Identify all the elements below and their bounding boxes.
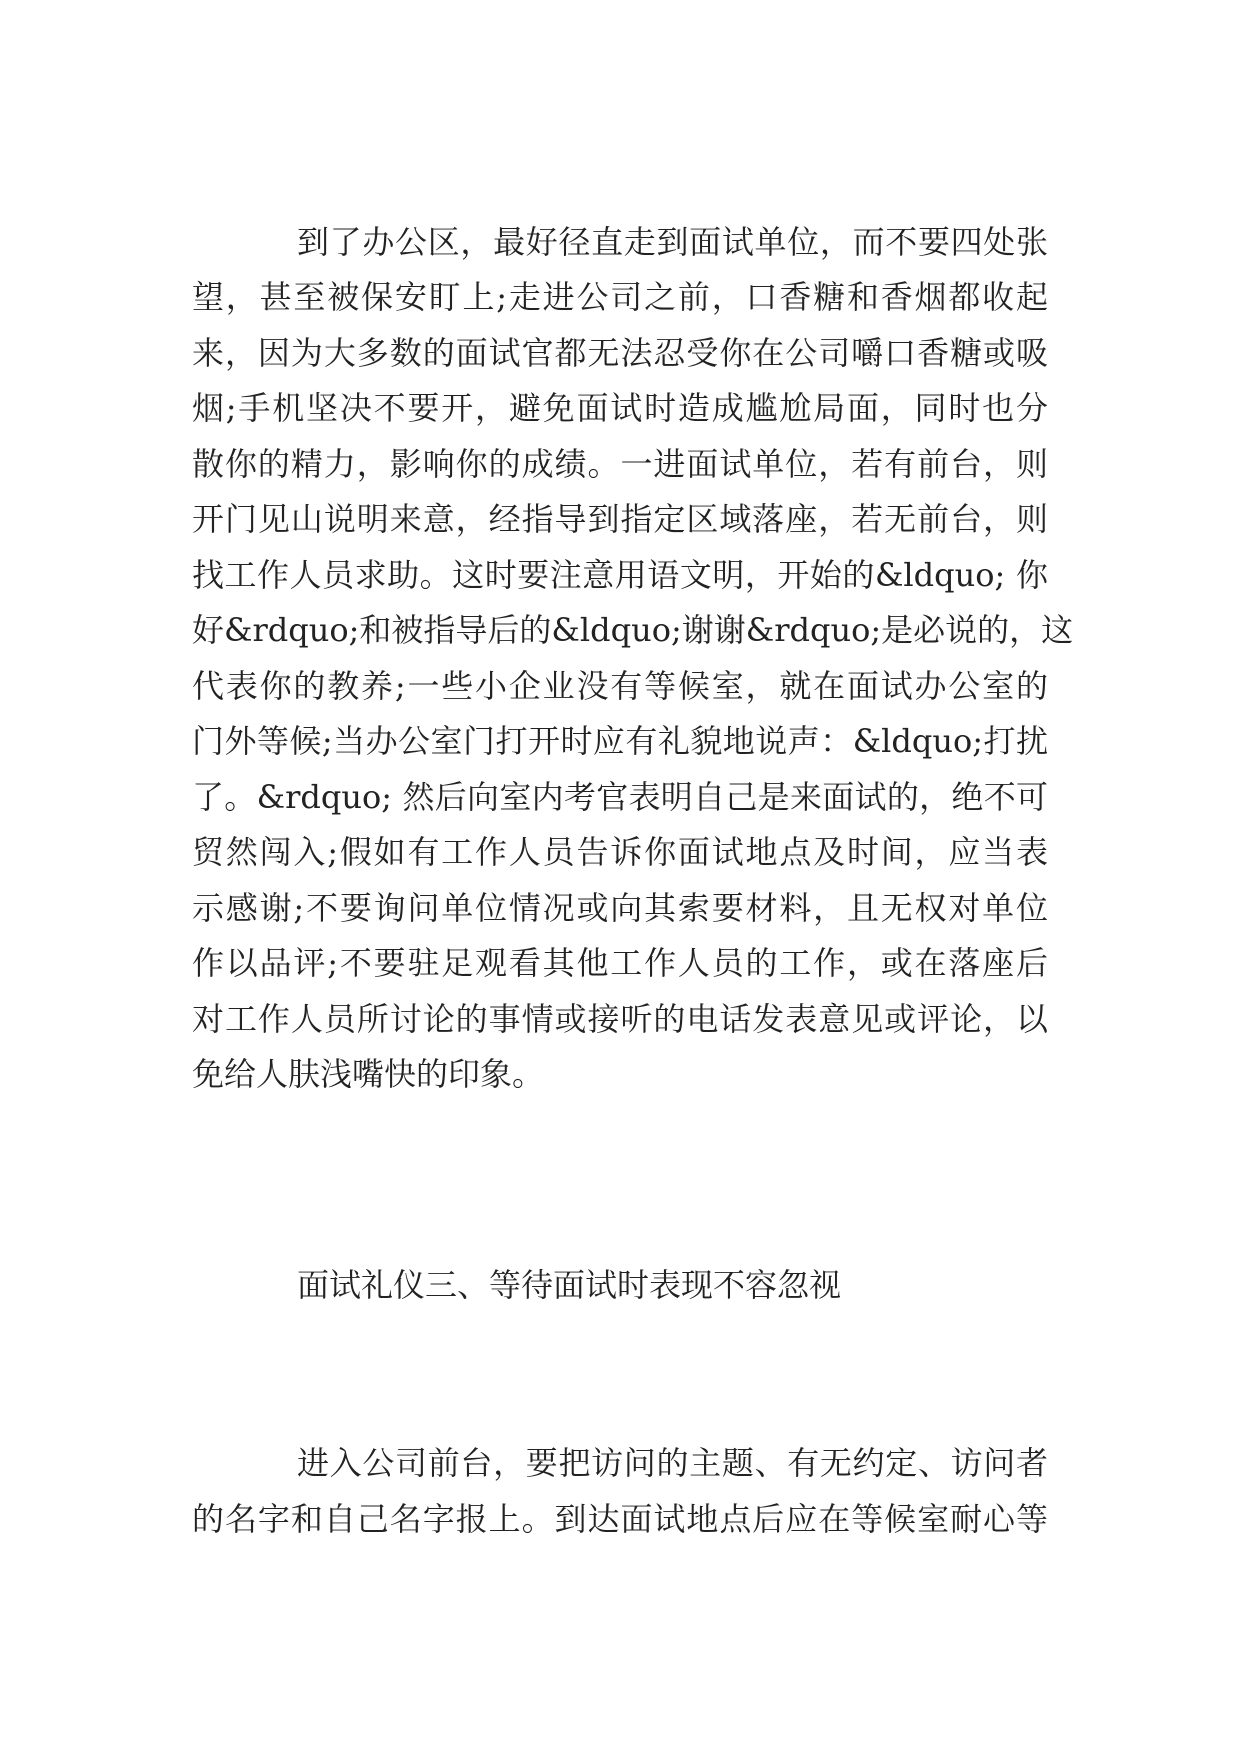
paragraph-line: 代表你的教养;一些小企业没有等候室，就在面试办公室的 xyxy=(192,667,1048,705)
paragraph-line: 作以品评;不要驻足观看其他工作人员的工作，或在落座后 xyxy=(192,944,1048,982)
paragraph-line: 的名字和自己名字报上。到达面试地点后应在等候室耐心等 xyxy=(192,1500,1048,1538)
paragraph-line: 开门见山说明来意，经指导到指定区域落座，若无前台，则 xyxy=(192,500,1048,538)
paragraph-line: 贸然闯入;假如有工作人员告诉你面试地点及时间，应当表 xyxy=(192,833,1048,871)
paragraph-line: 到了办公区，最好径直走到面试单位，而不要四处张 xyxy=(297,223,1048,261)
paragraph-line: 散你的精力，影响你的成绩。一进面试单位，若有前台，则 xyxy=(192,445,1048,483)
paragraph-line: 门外等候;当办公室门打开时应有礼貌地说声：&ldquo;打扰 xyxy=(192,722,1048,760)
paragraph-line: 示感谢;不要询问单位情况或向其索要材料，且无权对单位 xyxy=(192,889,1048,927)
section-heading: 面试礼仪三、等待面试时表现不容忽视 xyxy=(297,1266,842,1304)
paragraph-line: 找工作人员求助。这时要注意用语文明，开始的&ldquo; 你 xyxy=(192,556,1048,594)
paragraph-line: 进入公司前台，要把访问的主题、有无约定、访问者 xyxy=(297,1444,1048,1482)
paragraph-line: 了。&rdquo; 然后向室内考官表明自己是来面试的，绝不可 xyxy=(192,778,1048,816)
paragraph-line: 来，因为大多数的面试官都无法忍受你在公司嚼口香糖或吸 xyxy=(192,334,1048,372)
paragraph-line: 好&rdquo;和被指导后的&ldquo;谢谢&rdquo;是必说的，这 xyxy=(192,611,1074,649)
paragraph-line: 烟;手机坚决不要开，避免面试时造成尴尬局面，同时也分 xyxy=(192,389,1048,427)
paragraph-line: 望，甚至被保安盯上;走进公司之前，口香糖和香烟都收起 xyxy=(192,278,1048,316)
paragraph-line: 免给人肤浅嘴快的印象。 xyxy=(192,1055,545,1093)
paragraph-line: 对工作人员所讨论的事情或接听的电话发表意见或评论，以 xyxy=(192,1000,1048,1038)
